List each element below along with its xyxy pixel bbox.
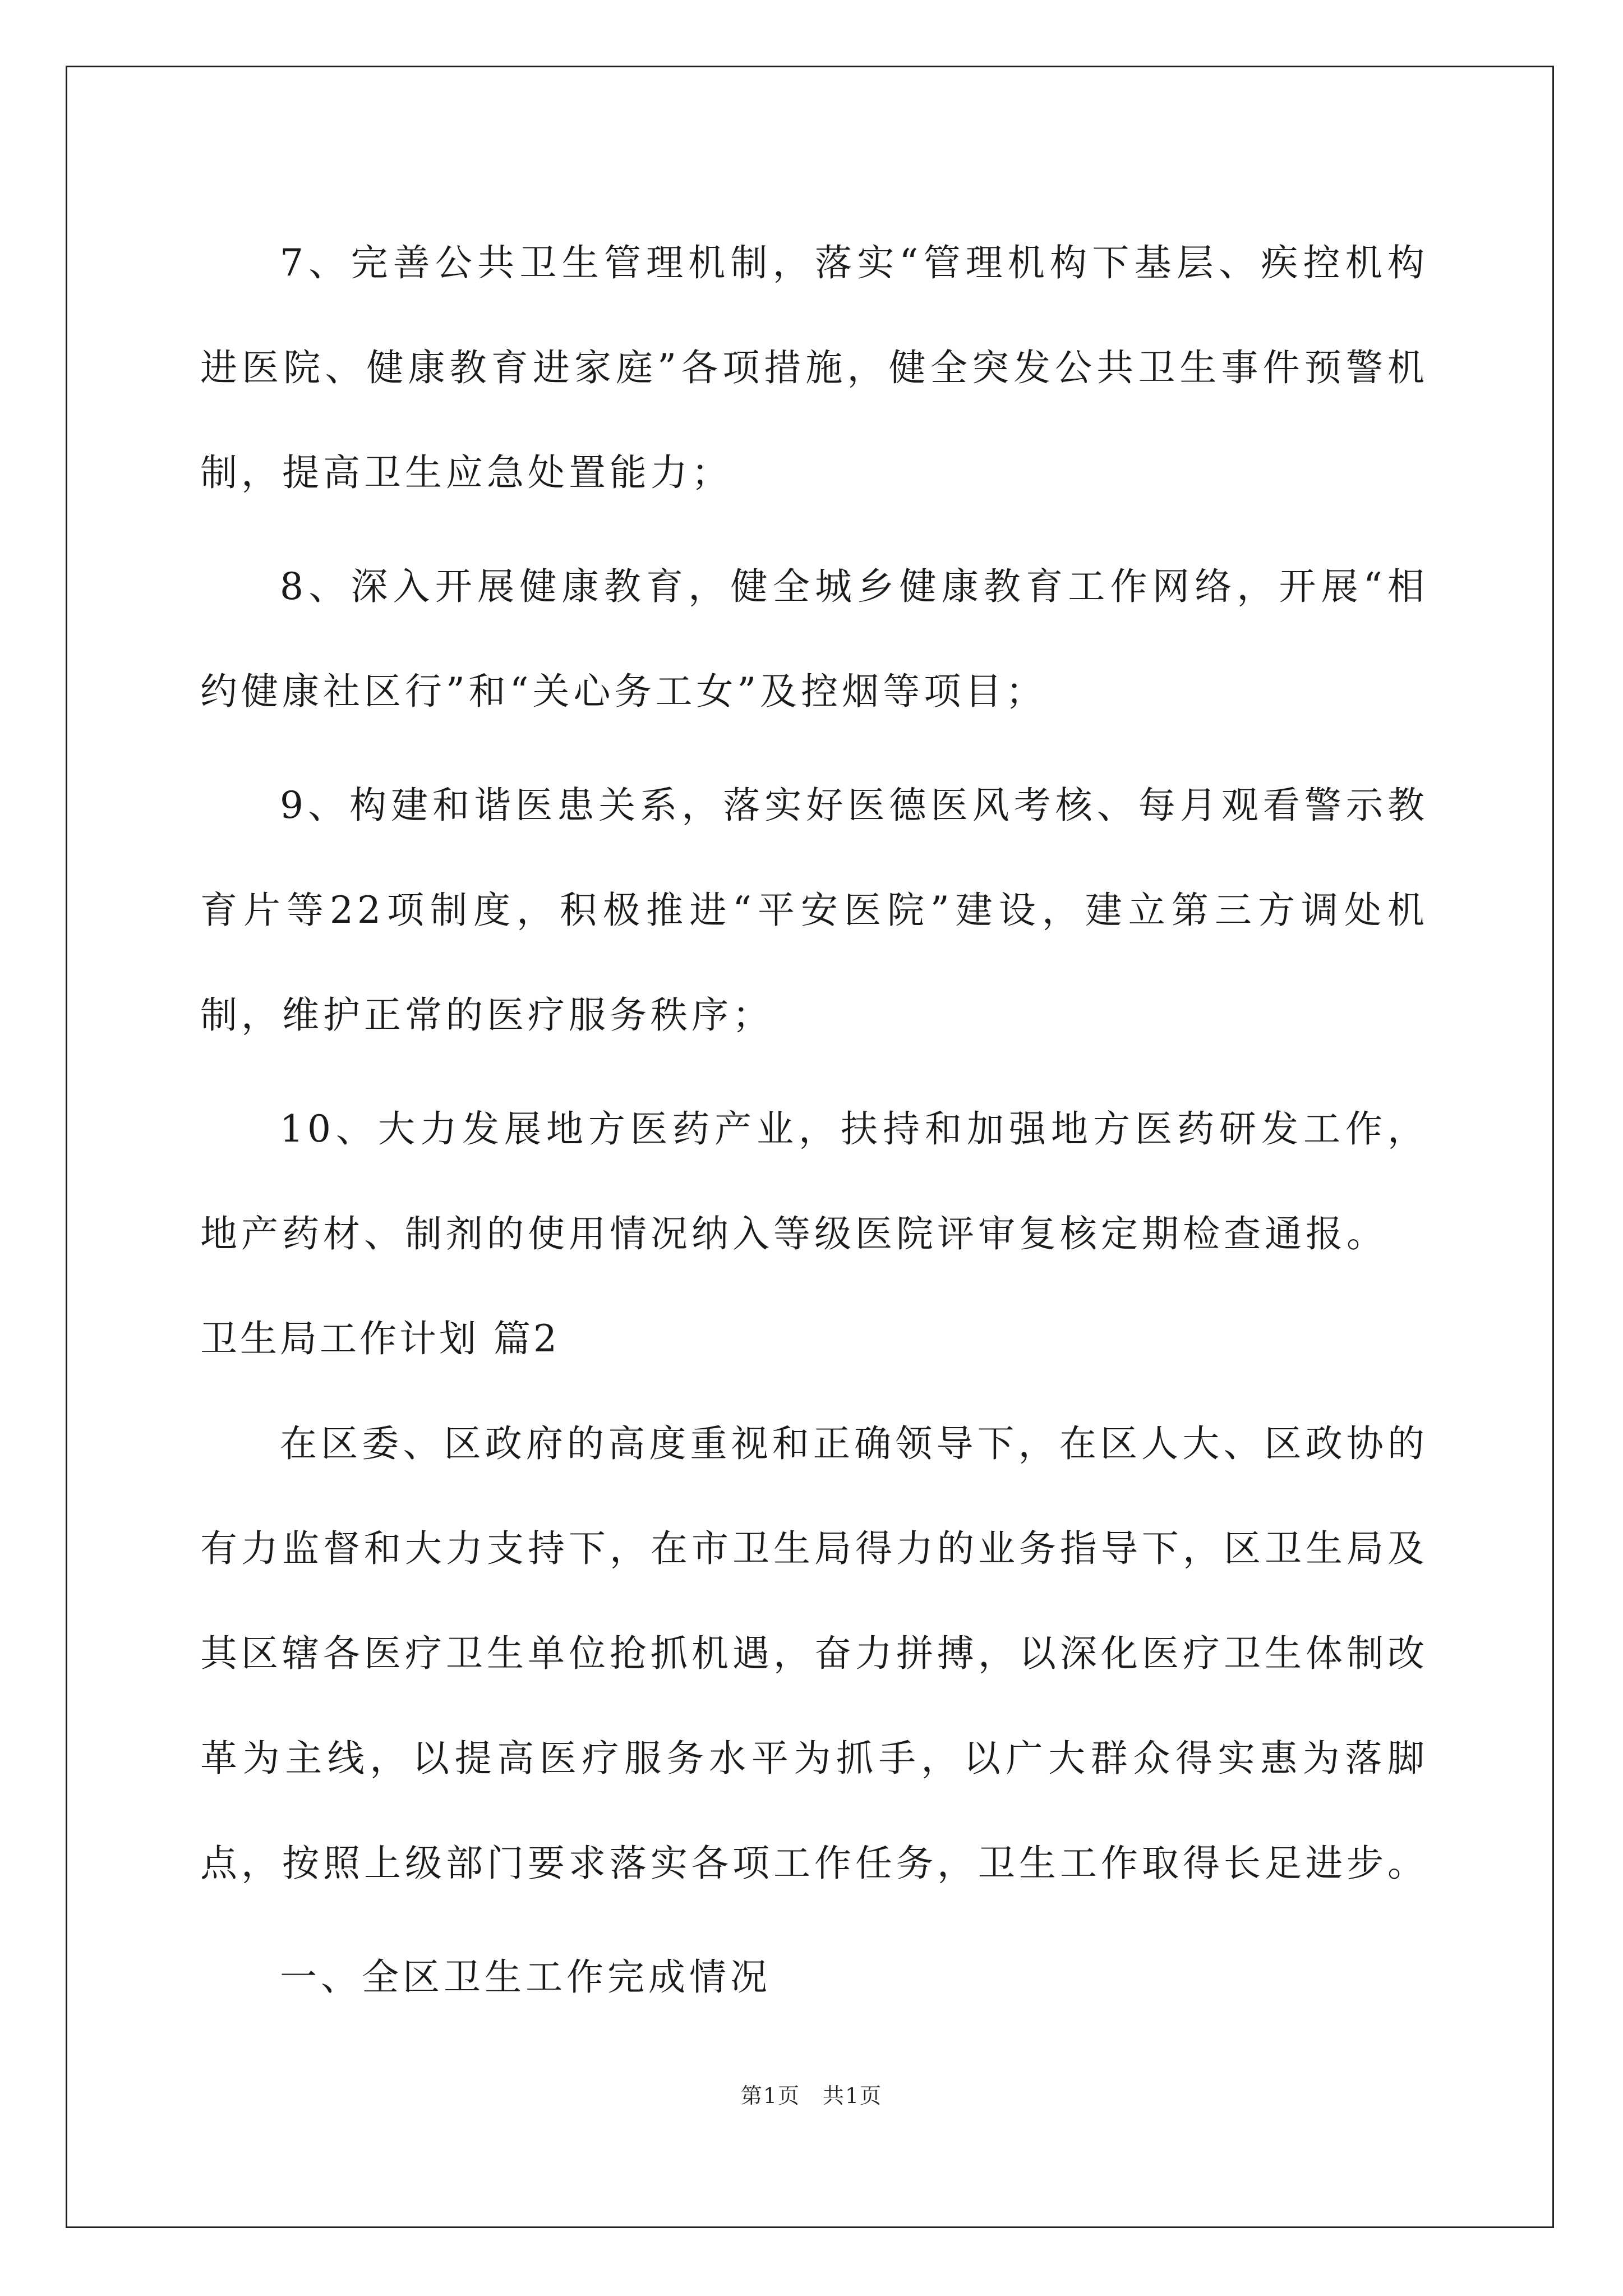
paragraph-item-8: 8、深入开展健康教育，健全城乡健康教育工作网络，开展“相约健康社区行”和“关心务工女”及控烟等项目； [200, 565, 1428, 713]
paragraph-item-10: 10、大力发展地方医药产业，扶持和加强地方医药研发工作，地产药材、制剂的使用情况纳入等级医院评审复核定期检查通报。 [200, 1107, 1428, 1255]
document-body [200, 210, 1428, 2030]
page-footer: 第1页 共1页 [740, 2083, 883, 2108]
paragraph-item-9: 9、构建和谐医患关系，落实好医德医风考核、每月观看警示教育片等22项制度，积极推进“平安医院”建设，建立第三方调处机制，维护正常的医疗服务秩序； [200, 784, 1428, 1037]
section-title: 卫生局工作计划 篇2 [200, 1317, 560, 1360]
paragraph-item-7: 7、完善公共卫生管理机制，落实“管理机构下基层、疾控机构进医院、健康教育进家庭”各项措施，健全突发公共卫生事件预警机制，提高卫生应急处置能力； [200, 241, 1428, 494]
paragraph-heading-one: 一、全区卫生工作完成情况 [280, 1955, 771, 1999]
paragraph-intro: 在区委、区政府的高度重视和正确领导下，在区人大、区政协的有力监督和大力支持下，在市卫生局得力的业务指导下，区卫生局及其区辖各医疗卫生单位抢抓机遇，奋力拼搏，以深化医疗卫生体制改革为主线，以提高医疗服务水平为抓手，以广大群众得实惠为落脚点，按照上级部门要求落实各项工作任务，卫生工作取得长足进步。 [200, 1422, 1428, 1885]
